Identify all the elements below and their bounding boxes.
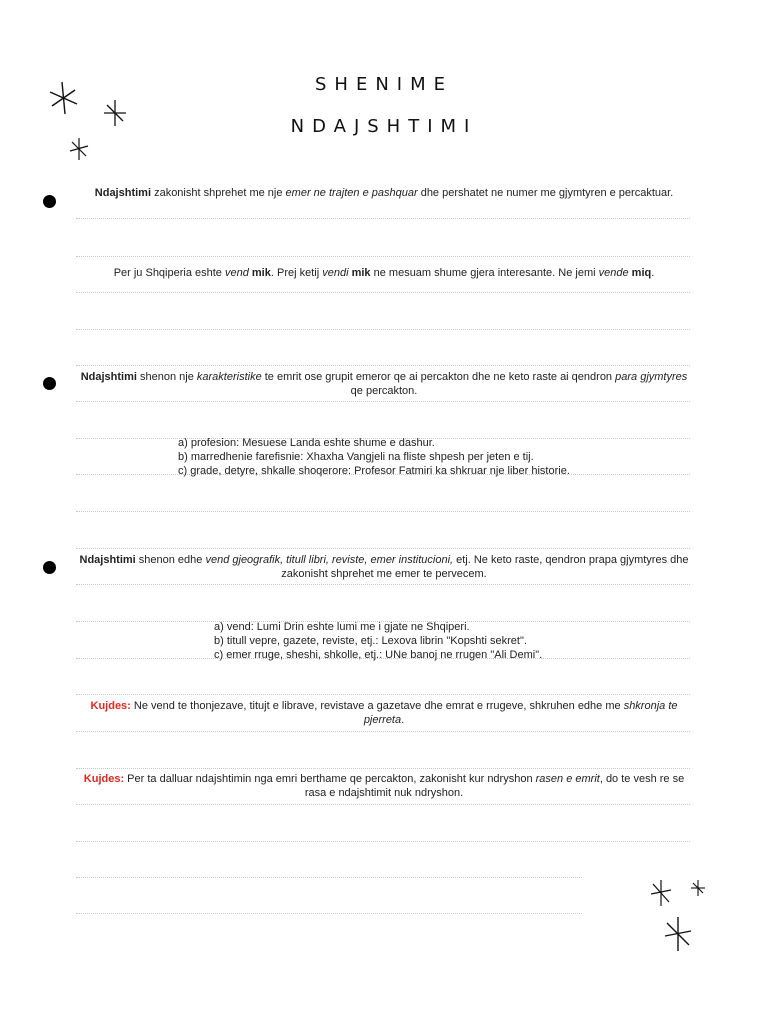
list-item: c) emer rruge, sheshi, shkolle, etj.: UNe banoj ne rrugen "Ali Demi".: [214, 649, 543, 661]
sparkle-icon: [651, 880, 671, 906]
example-list: [178, 436, 570, 478]
term: Ndajshtimi: [80, 371, 137, 383]
note-caution: Kujdes: Per ta dalluar ndajshtimin nga emri berthame qe percakton, zakonisht kur ndryshon rasen e emrit, do te vesh re se rasa e ndajshtimit nuk ndryshon.: [83, 773, 685, 799]
dotted-line: [76, 731, 690, 732]
dotted-line: [76, 256, 690, 257]
dotted-line: [76, 218, 690, 219]
sparkle-icon: [70, 138, 88, 160]
list-item: c) grade, detyre, shkalle shoqerore: Profesor Fatmiri ka shkruar nje liber historie.: [178, 465, 570, 477]
list-item: a) vend: Lumi Drin eshte lumi me i gjate ne Shqiperi.: [214, 621, 470, 633]
dotted-line: [76, 292, 690, 293]
caution-label: Kujdes:: [90, 700, 131, 712]
list-item: b) titull vepre, gazete, reviste, etj.: Lexova librin "Kopshti sekret".: [214, 635, 527, 647]
term: Ndajshtimi: [94, 187, 152, 199]
dotted-line: [76, 841, 690, 842]
list-item: a) profesion: Mesuese Landa eshte shume e dashur.: [178, 437, 435, 449]
dotted-line: [76, 804, 690, 805]
term: Ndajshtimi: [79, 554, 136, 566]
dotted-line: [76, 694, 690, 695]
example-list: [214, 620, 542, 662]
dotted-line: [76, 511, 690, 512]
note-caution: Kujdes: Ne vend te thonjezave, titujt e librave, revistave a gazetave dhe emrat e rrugeve, shkruhen edhe me shkronja te pjerreta.: [90, 700, 678, 726]
dotted-line: [76, 877, 582, 878]
dotted-line: [76, 768, 690, 769]
page-subtitle: NDAJSHTIMI: [290, 116, 478, 137]
paragraph-definition: Ndajshtimi zakonisht shprehet me nje emer ne trajten e pashquar dhe pershatet ne numer me gjymtyren e percaktuar.: [94, 187, 674, 199]
dotted-line: [76, 329, 690, 330]
dotted-line: [76, 365, 690, 366]
page-title: SHENIME: [314, 74, 453, 95]
sparkle-icon: [691, 880, 705, 896]
dotted-line: [76, 401, 690, 402]
paragraph-proper-noun: Ndajshtimi shenon edhe vend gjeografik, titull libri, reviste, emer institucioni, etj. Ne keto raste, qendron prapa gjymtyres dhe zakonisht shprehet me emer te pervecem.: [79, 554, 689, 580]
paragraph-example: Per ju Shqiperia eshte vend mik. Prej ketij vendi mik ne mesuam shume gjera interesante. Ne jemi vende miq.: [113, 267, 655, 279]
bullet-dot: [43, 195, 56, 208]
bullet-dot: [43, 377, 56, 390]
dotted-line: [76, 548, 690, 549]
sparkle-icon: [665, 917, 691, 951]
dotted-line: [76, 913, 582, 914]
list-item: b) marredhenie farefisnie: Xhaxha Vangjeli na fliste shpesh per jeten e tij.: [178, 451, 534, 463]
caution-label: Kujdes:: [83, 773, 125, 785]
dotted-line: [76, 584, 690, 585]
paragraph-characteristic: Ndajshtimi shenon nje karakteristike te emrit ose grupit emeror qe ai percakton dhe ne keto raste ai qendron para gjymtyres qe percakton.: [80, 371, 688, 397]
bullet-dot: [43, 561, 56, 574]
